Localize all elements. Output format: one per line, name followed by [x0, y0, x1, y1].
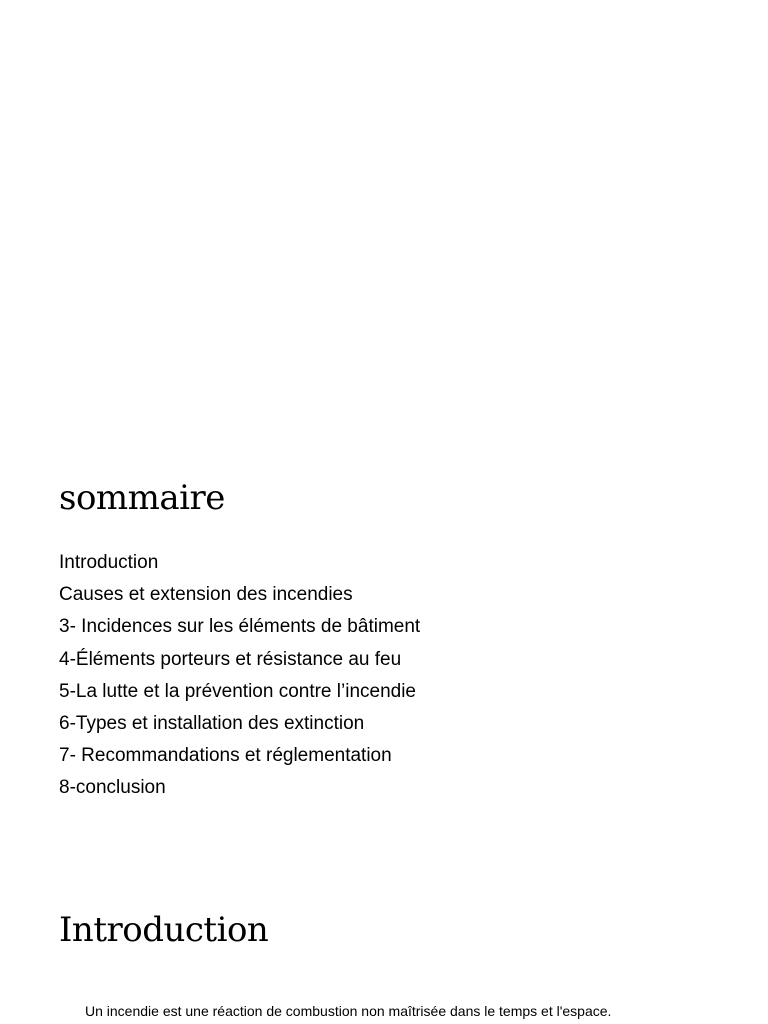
- toc-item-introduction: Introduction: [59, 552, 159, 573]
- toc-title: sommaire: [59, 478, 225, 518]
- toc-item-types-extinction: 6-Types et installation des extinction: [59, 713, 365, 735]
- toc-item-elements-porteurs: 4-Éléments porteurs et résistance au feu: [59, 648, 402, 670]
- toc-item-causes: Causes et extension des incendies: [59, 584, 353, 606]
- toc-list: [59, 547, 420, 805]
- introduction-paragraph: Un incendie est une réaction de combustion non maîtrisée dans le temps et l'espace.: [85, 1003, 612, 1019]
- introduction-heading: Introduction: [59, 910, 269, 950]
- toc-item-recommandations: 7- Recommandations et réglementation: [59, 745, 392, 767]
- toc-item-lutte-prevention: 5-La lutte et la prévention contre l’incendie: [59, 680, 417, 702]
- toc-item-incidences: 3- Incidences sur les éléments de bâtiment: [59, 616, 421, 638]
- toc-item-conclusion: 8-conclusion: [59, 777, 166, 799]
